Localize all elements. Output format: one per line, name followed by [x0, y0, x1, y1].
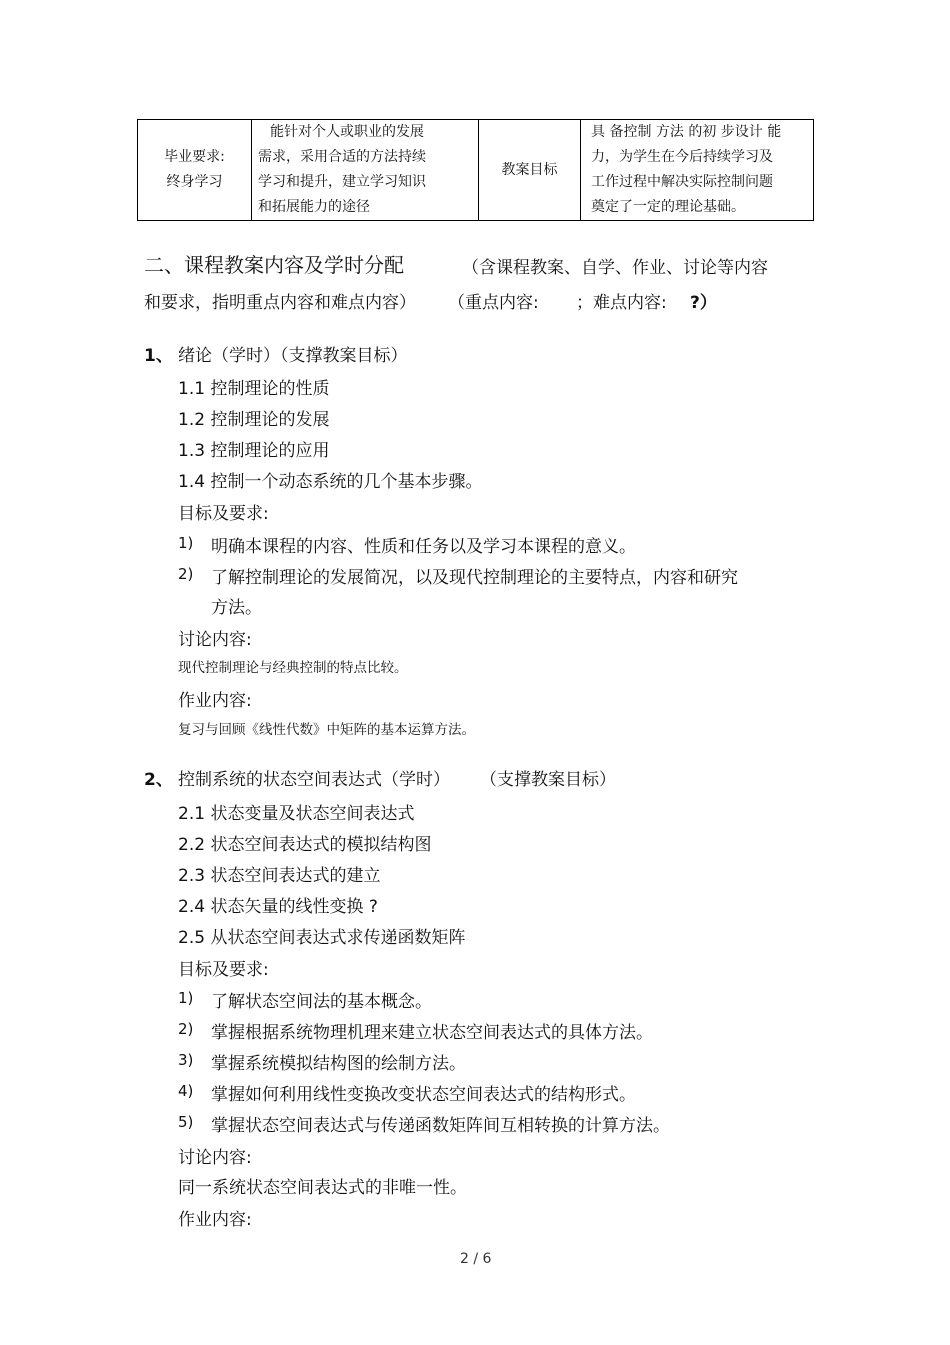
goal-text: 掌握根据系统物理机理来建立状态空间表达式的具体方法。: [211, 1023, 653, 1043]
goal-text: 掌握如何利用线性变换改变状态空间表达式的结构形式。: [211, 1085, 636, 1105]
chapter-title: 控制系统的状态空间表达式（学时）: [178, 770, 450, 790]
goal-text: 掌握状态空间表达式与传递函数矩阵间互相转换的计算方法。: [211, 1116, 670, 1136]
discuss-label: 讨论内容:: [178, 630, 252, 650]
section-note: （含课程教案、自学、作业、讨论等内容: [462, 258, 768, 278]
list-item: 2.5 从状态空间表达式求传递函数矩阵: [178, 928, 466, 948]
table-text: 学习和提升，建立学习知识: [258, 174, 426, 190]
goal-number: 1): [178, 989, 194, 1007]
goal-text: 方法。: [211, 598, 262, 618]
list-item: 1.4 控制一个动态系统的几个基本步骤。: [178, 472, 483, 492]
graduation-requirement-cell: [138, 120, 252, 221]
chapter-number: 2、: [144, 770, 173, 790]
section-heading: 二、课程教案内容及学时分配: [144, 253, 404, 277]
section-note: 和要求，指明重点内容和难点内容）: [144, 293, 416, 313]
table-text: 力，为学生在今后持续学习及: [591, 149, 773, 165]
teaching-goal-cell: [581, 120, 814, 221]
goal-number: 3): [178, 1051, 194, 1069]
chapter-title: 绪论（学时）（支撑教案目标）: [178, 346, 408, 366]
discuss-text: 同一系统状态空间表达式的非唯一性。: [178, 1178, 467, 1198]
homework-label: 作业内容:: [178, 1210, 252, 1230]
page-number: 2 / 6: [460, 1251, 492, 1267]
goal-number: 2): [178, 565, 194, 583]
requirements-table: [137, 119, 814, 221]
list-item: 2.2 状态空间表达式的模拟结构图: [178, 835, 432, 855]
section-note: （重点内容:: [448, 293, 539, 313]
goal-number: 1): [178, 534, 194, 552]
goal-text: 了解状态空间法的基本概念。: [211, 992, 432, 1012]
teaching-goal-label-cell: [479, 120, 581, 221]
goal-number: 2): [178, 1020, 194, 1038]
section-note: ?）: [690, 293, 717, 313]
table-text: 需求，采用合适的方法持续: [258, 149, 426, 165]
list-item: 1.1 控制理论的性质: [178, 379, 330, 399]
homework-text: 复习与回顾《线性代数》中矩阵的基本运算方法。: [178, 722, 475, 738]
table-text: 终身学习: [166, 174, 223, 190]
homework-label: 作业内容:: [178, 691, 252, 711]
list-item: 2.1 状态变量及状态空间表达式: [178, 804, 415, 824]
goal-text: 掌握系统模拟结构图的绘制方法。: [211, 1054, 466, 1074]
list-item: 2.4 状态矢量的线性变换 ?: [178, 897, 378, 917]
goal-number: 5): [178, 1113, 194, 1131]
requirement-description-cell: [252, 120, 479, 221]
table-text: 教案目标: [501, 161, 558, 178]
goal-text: 了解控制理论的发展简况，以及现代控制理论的主要特点，内容和研究: [211, 568, 738, 588]
chapter-title: （支撑教案目标）: [480, 770, 616, 790]
goal-text: 明确本课程的内容、性质和任务以及学习本课程的意义。: [211, 537, 636, 557]
goals-label: 目标及要求:: [178, 960, 269, 980]
discuss-label: 讨论内容:: [178, 1148, 252, 1168]
list-item: 2.3 状态空间表达式的建立: [178, 866, 381, 886]
goal-number: 4): [178, 1082, 194, 1100]
table-text: 奠定了一定的理论基础。: [591, 199, 745, 215]
table-text: 工作过程中解决实际控制问题: [591, 174, 773, 190]
table-text: 具 备控制 方法 的初 步设计 能: [591, 124, 782, 140]
list-item: 1.3 控制理论的应用: [178, 441, 330, 461]
section-note: ；难点内容:: [576, 293, 667, 313]
table-text: 能针对个人或职业的发展: [270, 124, 424, 140]
table-text: 和拓展能力的途径: [258, 199, 370, 215]
goals-label: 目标及要求:: [178, 504, 269, 524]
table-text: 毕业要求:: [164, 149, 225, 165]
list-item: 1.2 控制理论的发展: [178, 410, 330, 430]
discuss-text: 现代控制理论与经典控制的特点比较。: [178, 660, 408, 676]
chapter-number: 1、: [144, 346, 173, 366]
